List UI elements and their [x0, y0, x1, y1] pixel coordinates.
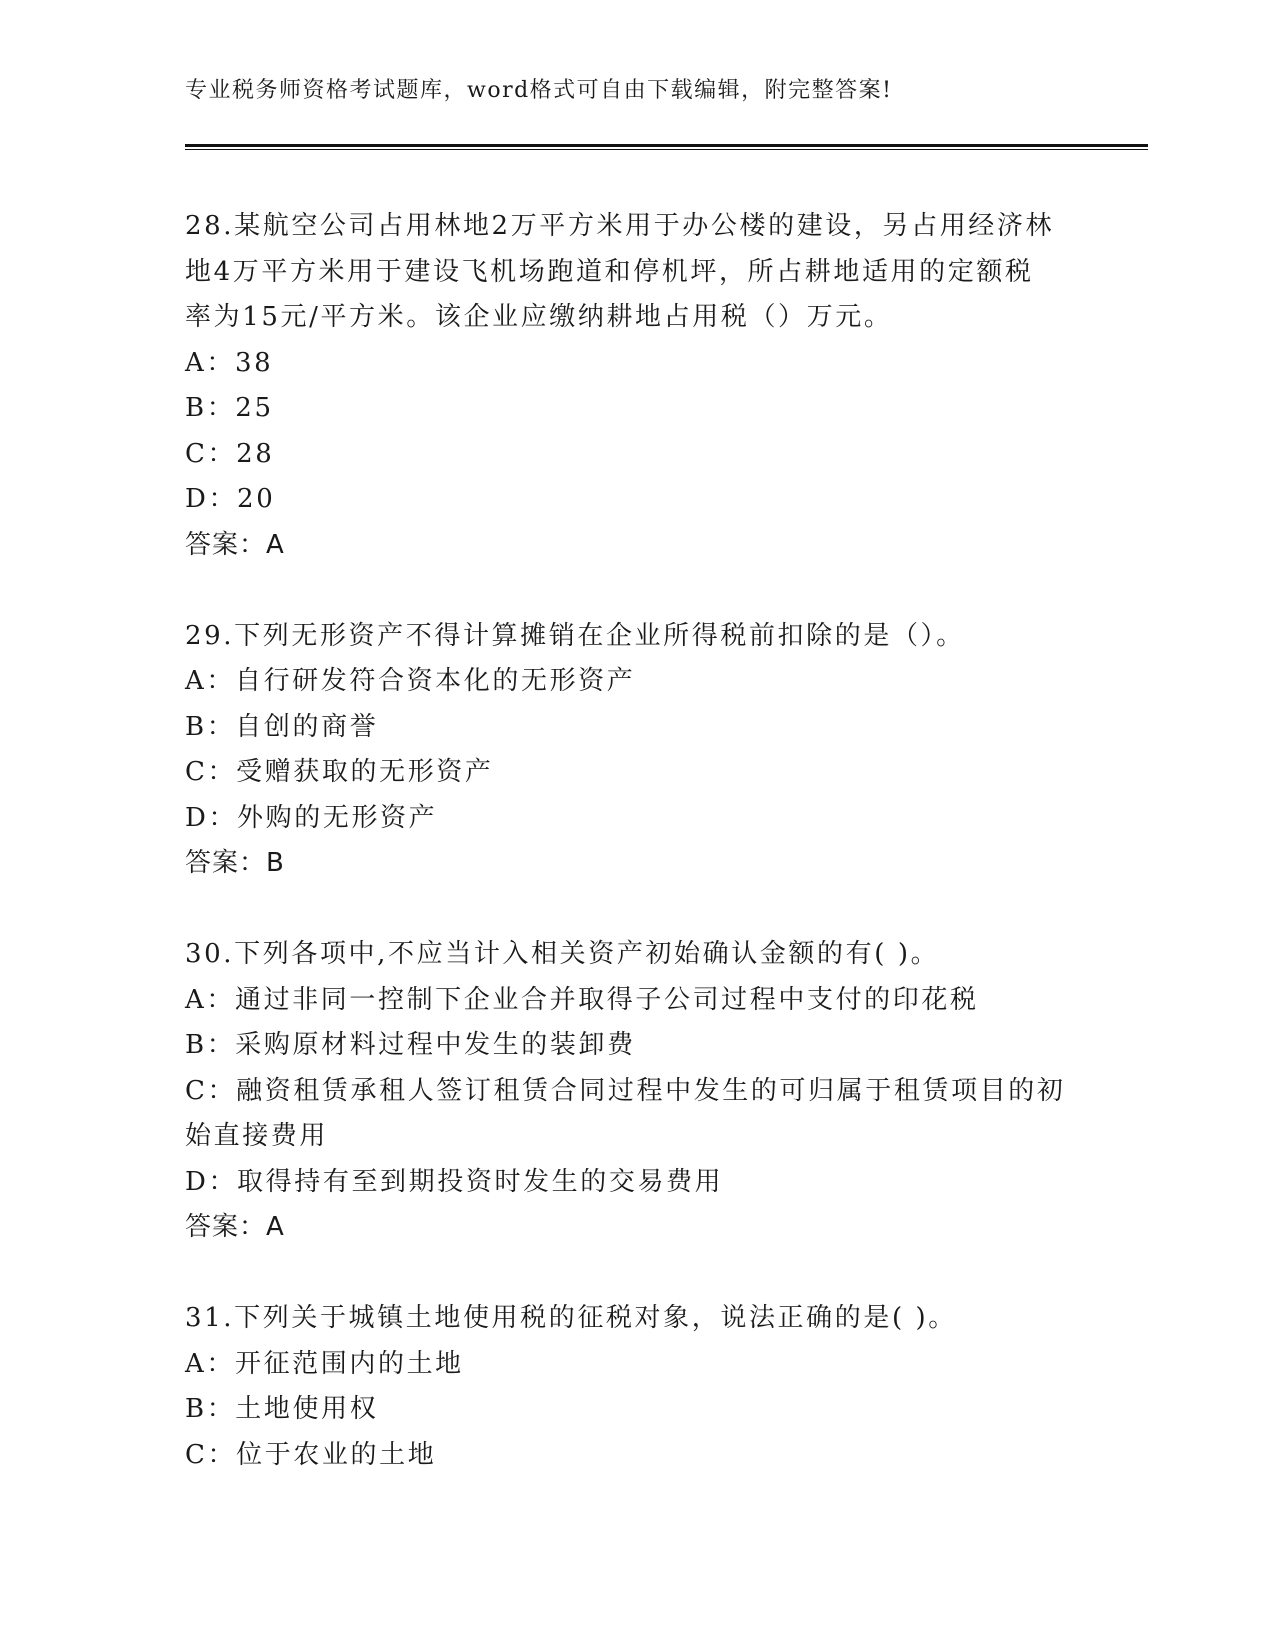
header-rule-thin: [185, 149, 1148, 150]
answer-option: B：自创的商誉: [185, 711, 379, 742]
answer-option: C：位于农业的土地: [185, 1439, 437, 1470]
question-block: [185, 614, 1085, 887]
answer-option: B：25: [185, 393, 274, 423]
question-stem-line: 30.下列各项中,不应当计入相关资产初始确认金额的有( )。: [185, 939, 940, 969]
question-block: [185, 204, 1085, 568]
answer-option: A：开征范围内的土地: [185, 1348, 464, 1379]
answer-key: 答案：B: [185, 848, 285, 878]
answer-option: C：融资租赁承租人签订租赁合同过程中发生的可归属于租赁项目的初: [185, 1075, 1066, 1106]
answer-option: 始直接费用: [185, 1121, 329, 1151]
answer-option: D：20: [185, 484, 276, 514]
question-stem-line: 28.某航空公司占用林地2万平方米用于办公楼的建设，另占用经济林: [185, 211, 1055, 241]
question-list: [185, 204, 1085, 1524]
page-header: 专业税务师资格考试题库，word格式可自由下载编辑，附完整答案!: [185, 78, 893, 103]
question-stem-line: 地4万平方米用于建设飞机场跑道和停机坪，所占耕地适用的定额税: [185, 256, 1034, 287]
answer-option: C：受赠获取的无形资产: [185, 757, 494, 787]
answer-option: A：通过非同一控制下企业合并取得子公司过程中支付的印花税: [185, 984, 979, 1015]
answer-option: A：38: [185, 347, 274, 378]
answer-option: B：土地使用权: [185, 1394, 379, 1424]
question-stem-line: 29.下列无形资产不得计算摊销在企业所得税前扣除的是（）。: [185, 620, 965, 651]
question-stem-line: 率为15元/平方米。该企业应缴纳耕地占用税（）万元。: [185, 302, 893, 332]
answer-option: D：取得持有至到期投资时发生的交易费用: [185, 1166, 724, 1197]
answer-option: A：自行研发符合资本化的无形资产: [185, 666, 636, 696]
answer-option: C：28: [185, 438, 275, 469]
answer-key: 答案：A: [185, 529, 285, 560]
answer-option: D：外购的无形资产: [185, 802, 438, 833]
answer-key: 答案：A: [185, 1212, 285, 1242]
question-block: [185, 932, 1085, 1251]
answer-option: B：采购原材料过程中发生的装卸费: [185, 1030, 636, 1060]
header-rule-thick: [185, 144, 1148, 147]
question-block: [185, 1296, 1085, 1478]
question-stem-line: 31.下列关于城镇土地使用税的征税对象，说法正确的是( )。: [185, 1303, 957, 1333]
